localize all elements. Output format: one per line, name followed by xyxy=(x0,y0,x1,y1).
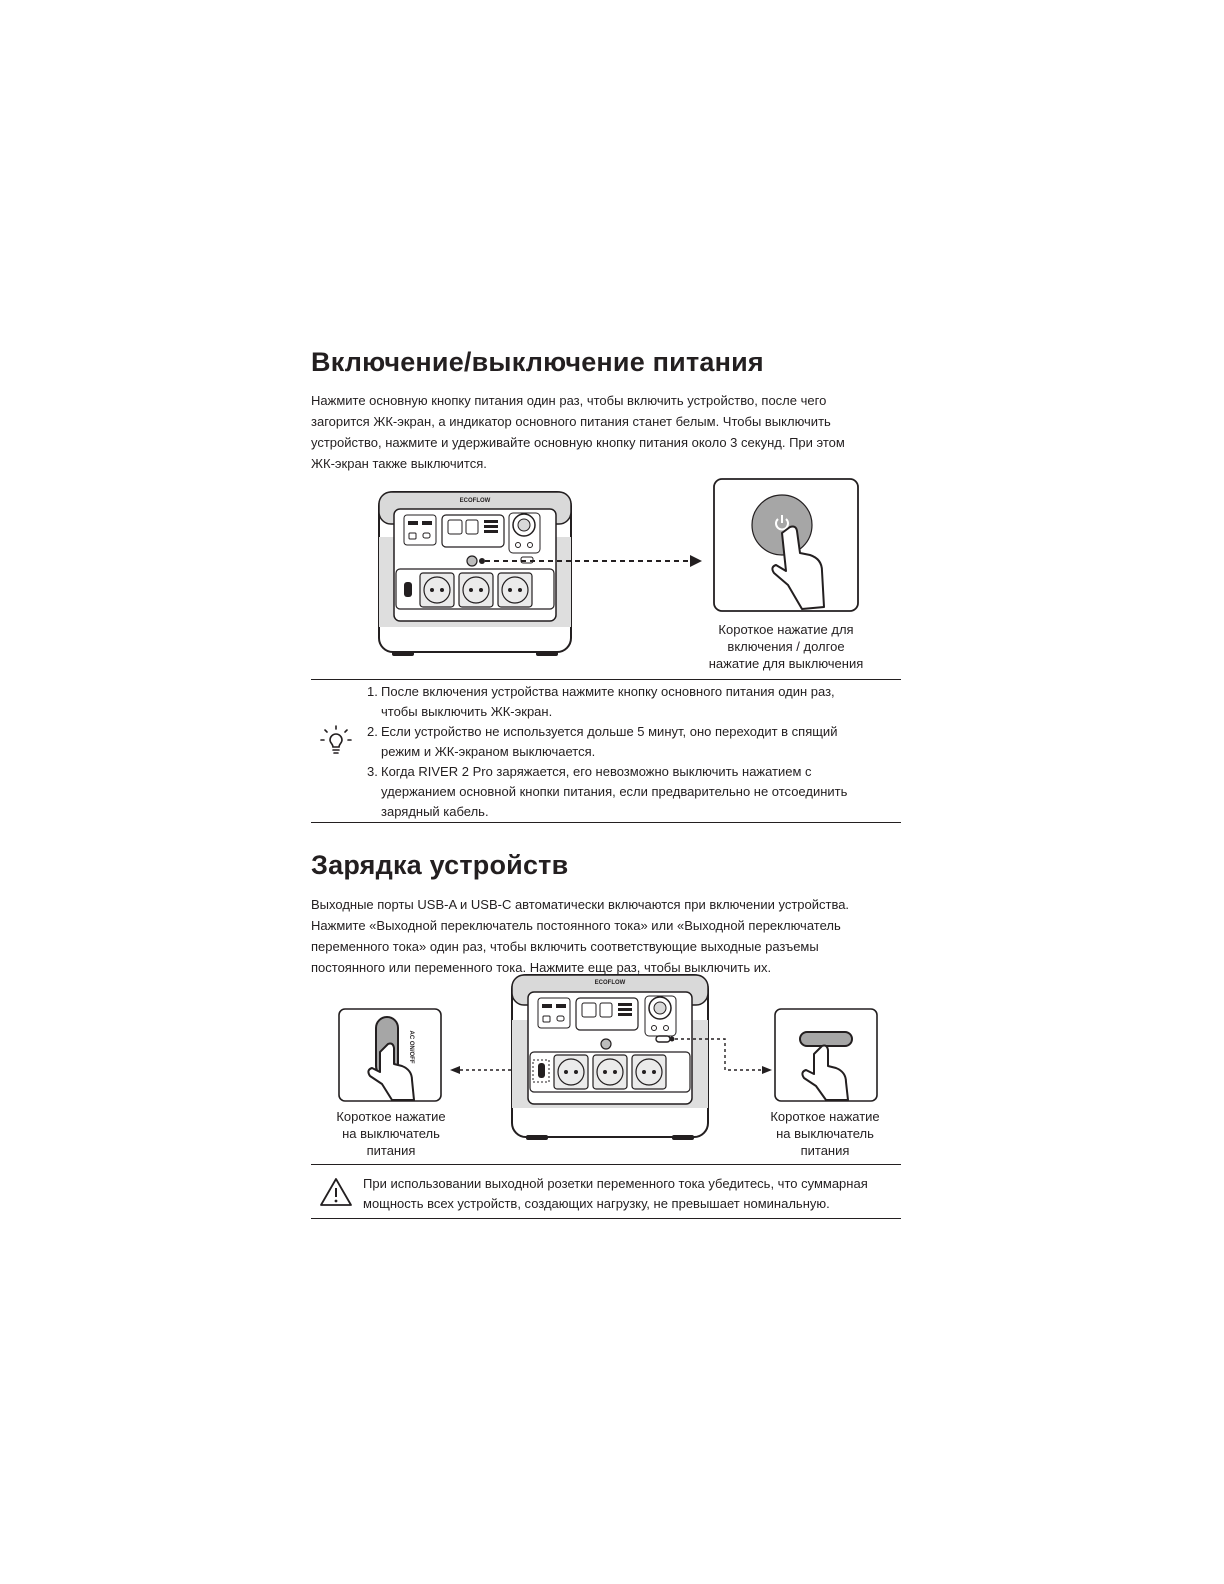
list-item xyxy=(367,722,912,762)
paragraph-line: устройство, нажмите и удерживайте основную кнопку питания около 3 секунд. При этом xyxy=(311,435,845,450)
tip-number: 3. xyxy=(367,764,378,779)
warning-triangle-icon xyxy=(318,1176,354,1208)
tips-list xyxy=(367,682,912,822)
caption-line: Короткое нажатие xyxy=(770,1109,880,1124)
tip-line: режим и ЖК-экраном выключается. xyxy=(381,744,596,759)
warning-line: мощность всех устройств, создающих нагрузку, не превышает номинальную. xyxy=(363,1196,830,1211)
lightbulb-icon xyxy=(318,722,354,758)
divider xyxy=(311,1164,901,1165)
power-figure-caption xyxy=(688,621,884,672)
warning-line: При использовании выходной розетки переменного тока убедитесь, что суммарная xyxy=(363,1176,868,1191)
tip-number: 2. xyxy=(367,724,378,739)
caption-line: питания xyxy=(800,1143,850,1158)
tip-line: зарядный кабель. xyxy=(381,804,489,819)
paragraph-line: постоянного или переменного тока. Нажмите еще раз, чтобы выключить их. xyxy=(311,960,772,975)
hand-press-ac-switch-icon xyxy=(339,1009,441,1101)
power-station-illustration xyxy=(512,975,708,1140)
caption-line: на выключатель xyxy=(342,1126,440,1141)
hand-press-power-icon xyxy=(714,479,858,611)
caption-line: Короткое нажатие xyxy=(336,1109,446,1124)
divider xyxy=(311,1218,901,1219)
tip-line: удержанием основной кнопки питания, если предварительно не отсоединить xyxy=(381,784,848,799)
tip-line: Когда RIVER 2 Pro заряжается, его невозможно выключить нажатием с xyxy=(381,764,812,779)
brand-logo: ECOFLOW xyxy=(459,498,491,504)
tip-line: чтобы выключить ЖК-экран. xyxy=(381,704,553,719)
power-section-title: Включение/выключение питания xyxy=(311,347,764,377)
tip-line: После включения устройства нажмите кнопку основного питания один раз, xyxy=(381,684,835,699)
brand-logo: ECOFLOW xyxy=(594,980,626,986)
paragraph-line: загорится ЖК-экран, а индикатор основного питания станет белым. Чтобы выключить xyxy=(311,414,831,429)
power-paragraph xyxy=(311,390,911,474)
tip-line: Если устройство не используется дольше 5 минут, оно переходит в спящий xyxy=(381,724,838,739)
caption-line: питания xyxy=(366,1143,416,1158)
paragraph-line: переменного тока» один раз, чтобы включить соответствующие выходные разъемы xyxy=(311,939,819,954)
paragraph-line: ЖК-экран также выключится. xyxy=(311,456,487,471)
hand-press-dc-switch-icon xyxy=(775,1009,877,1101)
divider xyxy=(311,822,901,823)
right-figure-caption xyxy=(752,1108,898,1159)
paragraph-line: Нажмите «Выходной переключатель постоянного тока» или «Выходной переключатель xyxy=(311,918,841,933)
list-item xyxy=(367,762,912,822)
list-item xyxy=(367,682,912,722)
tip-number: 1. xyxy=(367,684,378,699)
charging-paragraph xyxy=(311,894,911,978)
caption-line: нажатие для выключения xyxy=(708,656,864,671)
charging-section-title: Зарядка устройств xyxy=(311,850,569,880)
paragraph-line: Выходные порты USB-A и USB-C автоматически включаются при включении устройства. xyxy=(311,897,850,912)
caption-line: Короткое нажатие для xyxy=(718,622,854,637)
caption-line: на выключатель xyxy=(776,1126,874,1141)
ac-switch-label: AC ON/OFF xyxy=(408,1030,414,1064)
power-station-illustration xyxy=(379,492,571,656)
caption-line: включения / долгое xyxy=(727,639,845,654)
paragraph-line: Нажмите основную кнопку питания один раз, чтобы включить устройство, после чего xyxy=(311,393,827,408)
divider xyxy=(311,679,901,680)
left-figure-caption xyxy=(318,1108,464,1159)
warning-text xyxy=(363,1174,913,1214)
